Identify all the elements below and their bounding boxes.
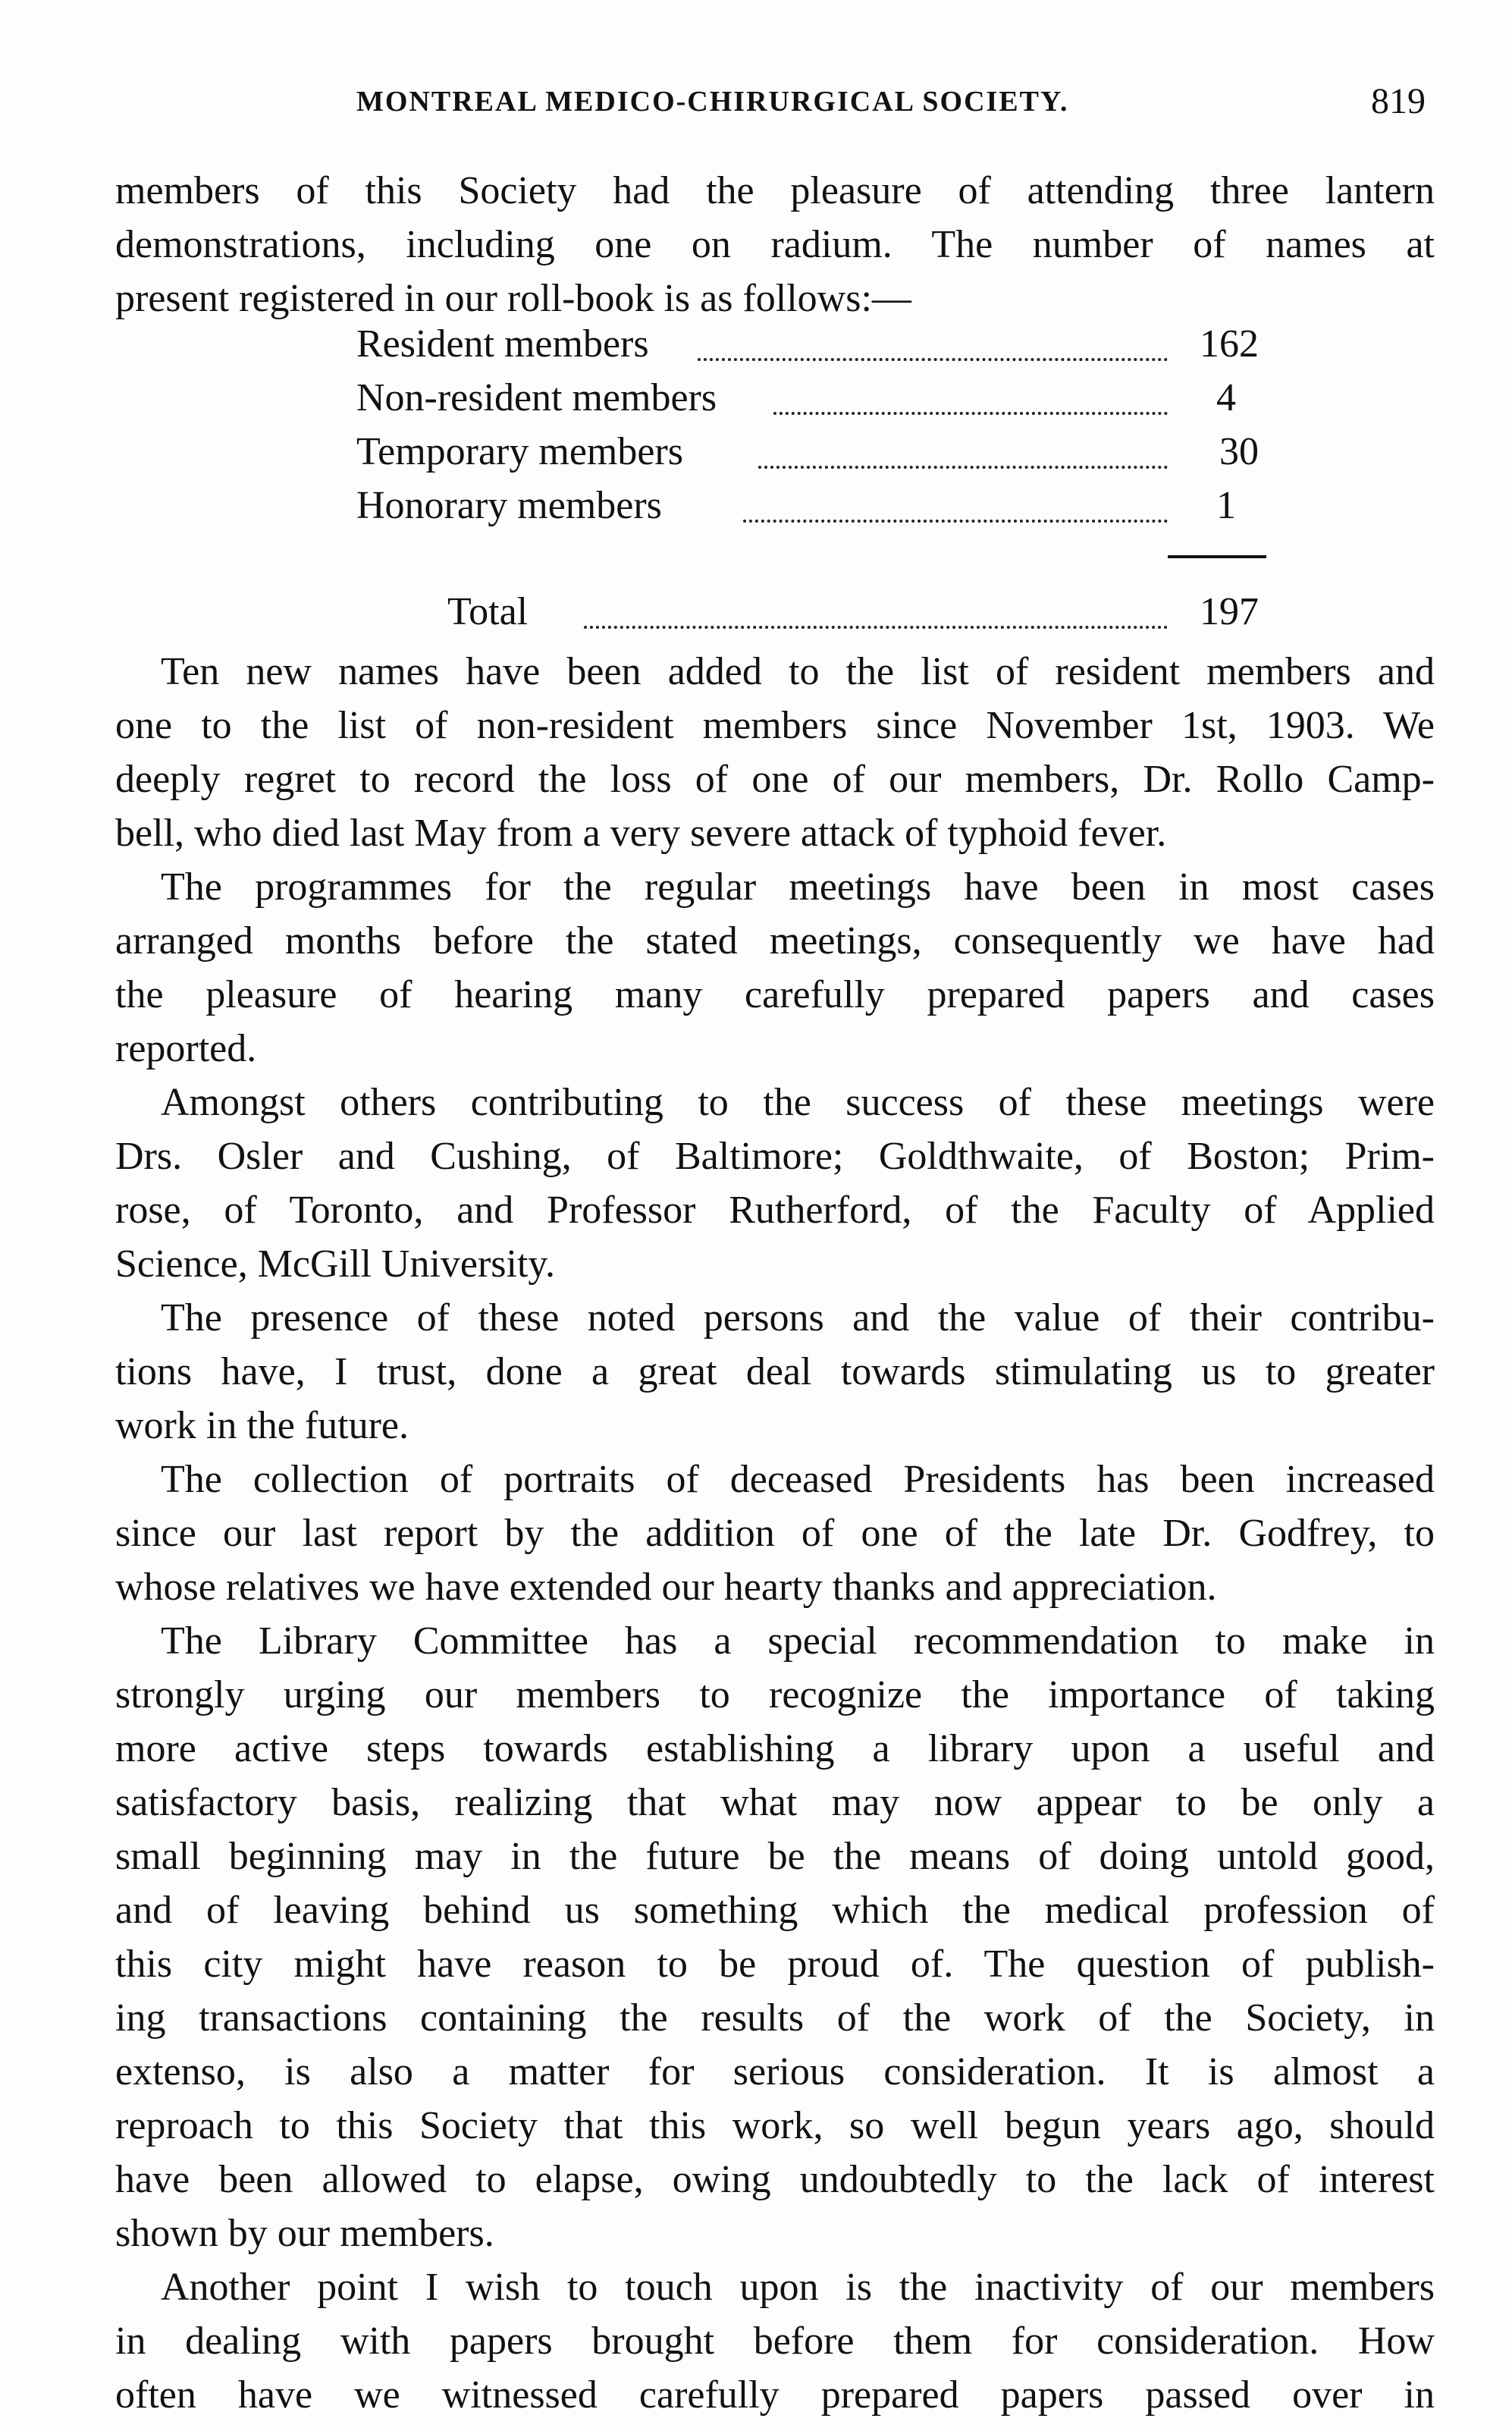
- row-label: Non-resident members: [356, 376, 717, 419]
- text-line: The collection of portraits of deceased Presidents has been increased: [161, 1458, 1435, 1501]
- text-line: and of leaving behind us something which the medical profession of: [115, 1889, 1435, 1932]
- body-text: [115, 645, 1435, 2422]
- text-line: Science, McGill University.: [115, 1242, 556, 1286]
- total-label: Total: [447, 590, 529, 633]
- text-line: deeply regret to record the loss of one of our members, Dr. Rollo Camp-: [115, 758, 1435, 801]
- running-header: [114, 81, 1448, 138]
- table-row: [114, 375, 1448, 429]
- row-value: 1: [1216, 484, 1236, 527]
- text-line: this city might have reason to be proud of. The question of publish-: [115, 1943, 1435, 1986]
- row-value: 4: [1216, 376, 1236, 419]
- text-line: The Library Committee has a special recommendation to make in: [161, 1619, 1435, 1663]
- text-line: ing transactions containing the results of the work of the Society, in: [115, 1996, 1435, 2040]
- text-line: tions have, I trust, done a great deal towards stimulating us to greater: [115, 1350, 1435, 1393]
- text-line: small beginning may in the future be the means of doing untold good,: [115, 1835, 1435, 1878]
- dot-leader: [698, 358, 1168, 361]
- page-number: 819: [1371, 81, 1426, 121]
- text-line: members of this Society had the pleasure of attending three lantern: [115, 169, 1435, 212]
- text-line: Another point I wish to touch upon is the inactivity of our members: [161, 2266, 1435, 2309]
- total-row: [114, 589, 1448, 643]
- row-label: Resident members: [356, 322, 649, 366]
- text-line: rose, of Toronto, and Professor Rutherford, of the Faculty of Applied: [115, 1189, 1435, 1232]
- row-value: 30: [1219, 430, 1259, 473]
- text-line: often have we witnessed carefully prepared papers passed over in: [115, 2373, 1435, 2417]
- text-line: strongly urging our members to recognize the importance of taking: [115, 1673, 1435, 1716]
- dot-leader: [743, 520, 1168, 523]
- text-line: extenso, is also a matter for serious consideration. It is almost a: [115, 2050, 1435, 2093]
- text-line: Ten new names have been added to the list of resident members and: [161, 650, 1435, 693]
- text-line: satisfactory basis, realizing that what may now appear to be only a: [115, 1781, 1435, 1824]
- row-value: 162: [1200, 322, 1259, 366]
- running-title: MONTREAL MEDICO-CHIRURGICAL SOCIETY.: [356, 86, 1069, 118]
- text-line: demonstrations, including one on radium. The number of names at: [115, 223, 1435, 266]
- text-line: have been allowed to elapse, owing undoubtedly to the lack of interest: [115, 2158, 1435, 2201]
- text-line: work in the future.: [115, 1404, 409, 1447]
- table-row: [114, 429, 1448, 483]
- text-line: Drs. Osler and Cushing, of Baltimore; Goldthwaite, of Boston; Prim-: [115, 1135, 1435, 1178]
- table-row: [114, 322, 1448, 375]
- dot-leader: [758, 466, 1168, 469]
- text-line: shown by our members.: [115, 2212, 494, 2255]
- intro-paragraph: [115, 164, 1435, 325]
- dot-leader: [584, 626, 1168, 629]
- text-line: the pleasure of hearing many carefully prepared papers and cases: [115, 973, 1435, 1016]
- text-line: The programmes for the regular meetings have been in most cases: [161, 865, 1435, 909]
- dot-leader: [773, 412, 1168, 415]
- total-value: 197: [1200, 590, 1259, 633]
- text-line: arranged months before the stated meetings, consequently we have had: [115, 919, 1435, 963]
- text-line: whose relatives we have extended our hearty thanks and appreciation.: [115, 1566, 1217, 1609]
- text-line: present registered in our roll-book is as follows:—: [115, 277, 911, 320]
- text-line: more active steps towards establishing a library upon a useful and: [115, 1727, 1435, 1770]
- text-line: in dealing with papers brought before them for consideration. How: [115, 2320, 1435, 2363]
- text-line: reported.: [115, 1027, 257, 1070]
- text-line: one to the list of non-resident members since November 1st, 1903. We: [115, 704, 1435, 747]
- text-line: Amongst others contributing to the success of these meetings were: [161, 1081, 1435, 1124]
- sum-rule: [1168, 555, 1266, 558]
- text-line: The presence of these noted persons and the value of their contribu-: [161, 1296, 1435, 1340]
- text-line: reproach to this Society that this work, so well begun years ago, should: [115, 2104, 1435, 2147]
- row-label: Temporary members: [356, 430, 683, 473]
- row-label: Honorary members: [356, 484, 662, 527]
- table-row: [114, 483, 1448, 537]
- text-line: bell, who died last May from a very severe attack of typhoid fever.: [115, 812, 1167, 855]
- text-line: since our last report by the addition of one of the late Dr. Godfrey, to: [115, 1512, 1435, 1555]
